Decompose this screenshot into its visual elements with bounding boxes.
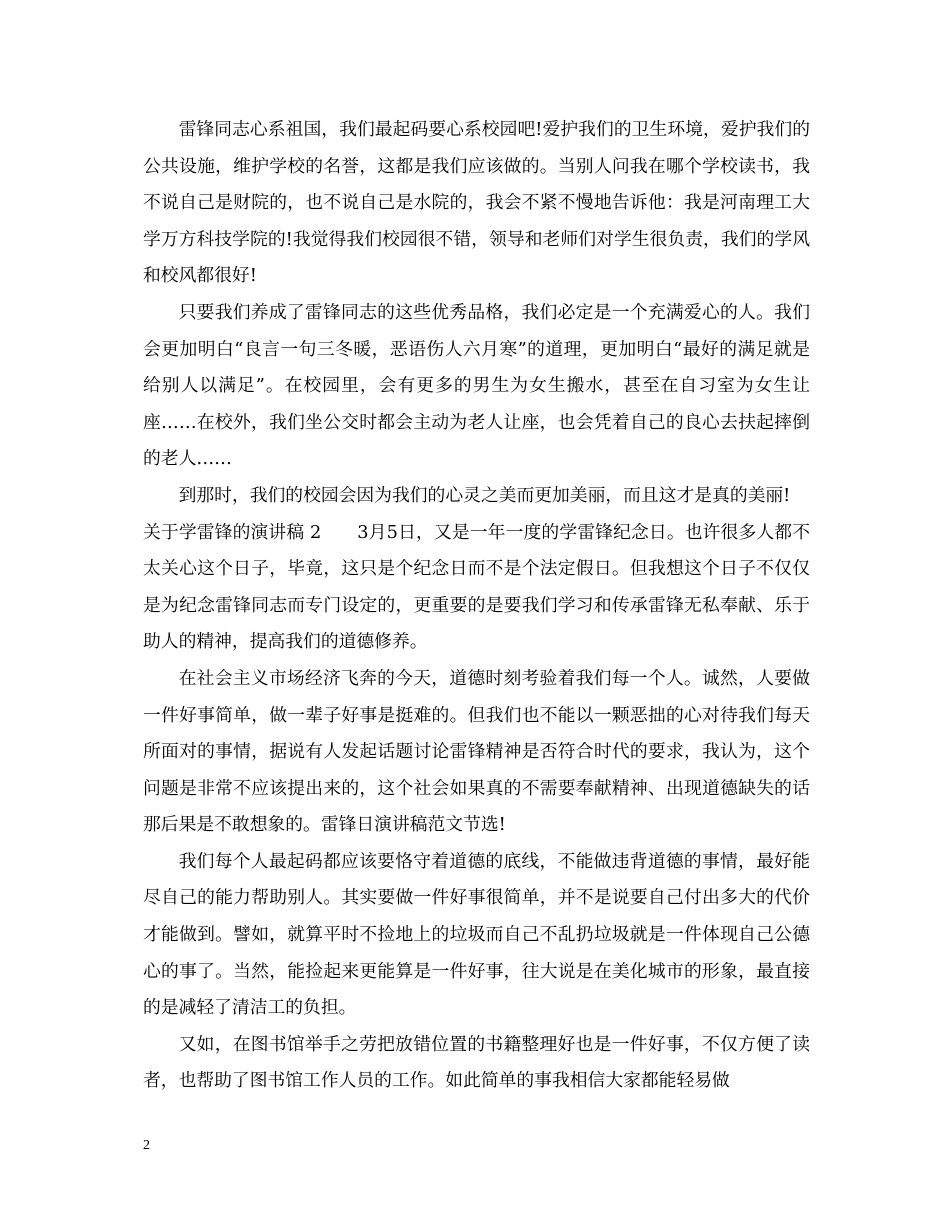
paragraph-7: 又如，在图书馆举手之劳把放错位置的书籍整理好也是一件好事，不仅方便了读者，也帮助了图书馆工作人员的工作。如此简单的事我相信大家都能轻易做: [143, 1033, 810, 1092]
paragraph-6: 我们每个人最起码都应该要恪守着道德的底线，不能做违背道德的事情，最好能尽自己的能力帮助别人。其实要做一件好事很简单，并不是说要自己付出多大的代价才能做到。譬如，就算平时不捡地上的垃圾而自己不乱扔垃圾就是一件体现自己公德心的事了。当然，能捡起来更能算是一件好事，往大说是在美化城市的形象，最直接的是减轻了清洁工的负担。: [143, 850, 810, 1019]
paragraph-2: 只要我们养成了雷锋同志的这些优秀品格，我们必定是一个充满爱心的人。我们会更加明白“良言一句三冬暖，恶语伤人六月寒”的道理，更加明白“最好的满足就是给别人以满足”。在校园里，会有更多的男生为女生搬水，甚至在自习室为女生让座……在校外，我们坐公交时都会主动为老人让座，也会凭着自己的良心去扶起摔倒的老人……: [143, 301, 810, 470]
paragraph-5: 在社会主义市场经济飞奔的今天，道德时刻考验着我们每一个人。诚然，人要做一件好事简单，做一辈子好事是挺难的。但我们也不能以一颗恶拙的心对待我们每天所面对的事情，据说有人发起话题讨论雷锋精神是否符合时代的要求，我认为，这个问题是非常不应该提出来的，这个社会如果真的不需要奉献精神、出现道德缺失的话那后果是不敢想象的。雷锋日演讲稿范文节选!: [143, 667, 810, 836]
page-number: 2: [143, 1138, 150, 1153]
document-body: [143, 112, 810, 1100]
paragraph-3: 到那时，我们的校园会因为我们的心灵之美而更加美丽，而且这才是真的美丽!: [178, 484, 791, 506]
paragraph-1: 雷锋同志心系祖国，我们最起码要心系校园吧!爱护我们的卫生环境，爱护我们的公共设施，维护学校的名誉，这都是我们应该做的。当别人问我在哪个学校读书，我不说自己是财院的，也不说自己是水院的，我会不紧不慢地告诉他：我是河南理工大学万方科技学院的!我觉得我们校园很不错，领导和老师们对学生很负责，我们的学风和校风都很好!: [143, 119, 810, 287]
paragraph-4-speech-heading: 关于学雷锋的演讲稿 2 3月5日，又是一年一度的学雷锋纪念日。也许很多人都不太关心这个日子，毕竟，这只是个纪念日而不是个法定假日。但我想这个日子不仅仅是为纪念雷锋同志而专门设定的，更重要的是要我们学习和传承雷锋无私奉献、乐于助人的精神，提高我们的道德修养。: [143, 521, 810, 653]
